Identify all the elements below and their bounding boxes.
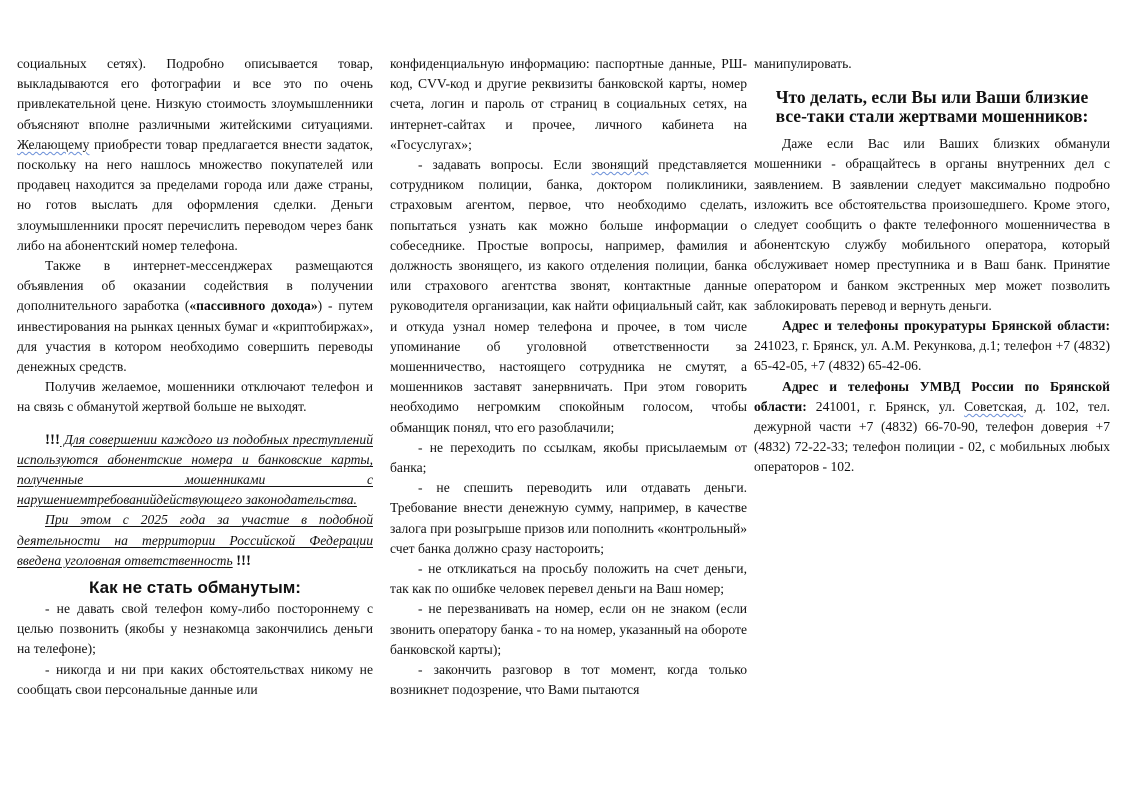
section-heading-how-not-to-be-deceived: Как не стать обманутым: bbox=[89, 578, 301, 598]
spellcheck-word: звонящий bbox=[591, 157, 649, 173]
column-middle bbox=[390, 54, 747, 701]
paragraph-text: , д. 102, тел. дежурной части +7 (4832) 66-70-90, телефон доверия +7 (4832) 72-22-33; телефон полиции - 02, с мобильных любых операторов - 102. bbox=[754, 398, 1110, 475]
column-right bbox=[754, 54, 1110, 478]
list-item: - не переходить по ссылкам, якобы присылаемым от банка; bbox=[390, 439, 747, 476]
list-item: - не давать свой телефон кому-либо постороннему с целью позвонить (якобы у незнакомца закончились деньги на телефоне); bbox=[17, 601, 373, 657]
paragraph-text: Также в интернет-мессенджерах размещаются объявления об оказании содействия в получении дополнительного заработка ( bbox=[17, 258, 373, 314]
paragraph-text: 241001, г. Брянск, ул. bbox=[806, 398, 965, 414]
paragraph-continuation: манипулировать. bbox=[754, 56, 852, 71]
warning-text: При этом с 2025 года за участие в подобной деятельности на территории Российской Федерации введена уголовная ответственность bbox=[17, 512, 373, 568]
spellcheck-word: Советская bbox=[964, 398, 1024, 414]
list-item: - закончить разговор в тот момент, когда только возникнет подозрение, что Вами пытаются bbox=[390, 662, 747, 698]
list-item: - не спешить переводить или отдавать деньги. Требование внести денежную сумму, например, в качестве залога при розыгрыше призов или пополнить «контрольный» счет банка должно сразу настороить; bbox=[390, 480, 747, 556]
paragraph-disconnect: Получив желаемое, мошенники отключают телефон и на связь с обманутой жертвой больше не выходят. bbox=[17, 379, 373, 415]
paragraph-text: социальных сетях). Подробно описывается товар, выкладываются его фотографии и все это по очень привлекательной цене. Низкую стоимость злоумышленники объясняют вполне различными житейскими ситуациями. bbox=[17, 56, 373, 132]
paragraph-text: ) - путем инвестирования на рынках ценных бумаг и «криптобиржах», для участия в котором необходимо совершить переводы денежных средств. bbox=[17, 298, 374, 375]
spacer bbox=[17, 418, 373, 430]
warning-paragraph-2 bbox=[17, 510, 373, 571]
exclamation-mark: !!! bbox=[236, 552, 252, 569]
paragraph-text: 241023, г. Брянск, ул. А.М. Рекункова, д.1; телефон +7 (4832) 65-42-05, +7 (4832) 65-42-06. bbox=[754, 338, 1110, 374]
warning-paragraph-1 bbox=[17, 430, 373, 511]
paragraph-what-to-do: Даже если Вас или Ваших близких обманули мошенники - обращайтесь в органы внутренних дел с заявлением. В заявлении следует максимально подробно изложить все обстоятельства произошедшего. Кроме этого, следует сообщить о факте телефонного мошенничества в абонентскую службу мобильного оператора, который обслуживает номер преступника и в Ваш банк. Принятие оператором и банком экстренных мер может позволить заблокировать перевод и вернуть деньги. bbox=[754, 136, 1110, 313]
list-item: - не откликаться на просьбу положить на счет деньги, так как по ошибке человек перевел деньги на Ваш номер; bbox=[390, 561, 747, 597]
section-heading-what-to-do: Что делать, если Вы или Ваши близкие все-таки стали жертвами мошенников: bbox=[775, 87, 1089, 127]
list-item: конфиденциальную информацию: паспортные данные, РШ-код, CVV-код и другие реквизиты банковской карты, номер счета, логин и пароль от страниц в социальных сетях, на интернет-сайтах и прочее, личного кабинета на «Госуслугах»; bbox=[390, 56, 747, 152]
list-item: - никогда и ни при каких обстоятельствах никому не сообщать свои персональные данные или bbox=[17, 661, 373, 697]
bold-text: «пассивного дохода» bbox=[189, 298, 318, 314]
police-address bbox=[754, 377, 1110, 478]
paragraph-text: приобрести товар предлагается внести задаток, поскольку на него нашлось множество покупателей или продавец находится за пределами города или даже страны, но готов выслать для оформления сделки. Деньги злоумышленники просят перечислить переводом через банк либо на абонентский номер телефона. bbox=[17, 136, 373, 253]
spellcheck-word: Желающему bbox=[17, 136, 90, 152]
paragraph-passive-income bbox=[17, 256, 373, 377]
warning-text: Для совершении каждого из подобных преступлений используются абонентские номера и банковские карты, полученные мошенниками с нарушениемтребованийдействующего законодательства. bbox=[17, 431, 373, 508]
paragraph-text: представляется сотрудником полиции, банка, доктором поликлиники, страховым агентом, первое, что необходимо сделать, попытаться узнать как можно больше информации о собеседнике. Простые вопросы, например, фамилия и должность звонящего, из какого отделения полиции, банка или страхового агентства звонят, контактные данные руководителя организации, как найти официальный сайт, как и откуда узнал номер телефона и прочее, в том числе упоминание об уголовной ответственности за мошенничество, настоящего сотрудника не смутят, а мошенников заставят занервничать. При этом говорить необходимо негромким спокойным голосом, чтобы обманщик понял, что его разоблачили; bbox=[390, 157, 748, 435]
prosecutor-address bbox=[754, 316, 1110, 377]
paragraph-text: - задавать вопросы. Если bbox=[418, 157, 592, 173]
list-item bbox=[390, 155, 747, 438]
column-left bbox=[17, 54, 373, 700]
exclamation-mark: !!! bbox=[45, 431, 60, 448]
list-item: - не перезванивать на номер, если он не знаком (если звонить оператору банка - то на номер, указанный на обороте банковской карты); bbox=[390, 601, 747, 657]
bold-text: Адрес и телефоны прокуратуры Брянской области: bbox=[782, 318, 1110, 334]
paragraph-product-scam bbox=[17, 54, 373, 256]
bold-text: Адрес и телефоны УМВД России по Брянской области: bbox=[754, 378, 1110, 414]
